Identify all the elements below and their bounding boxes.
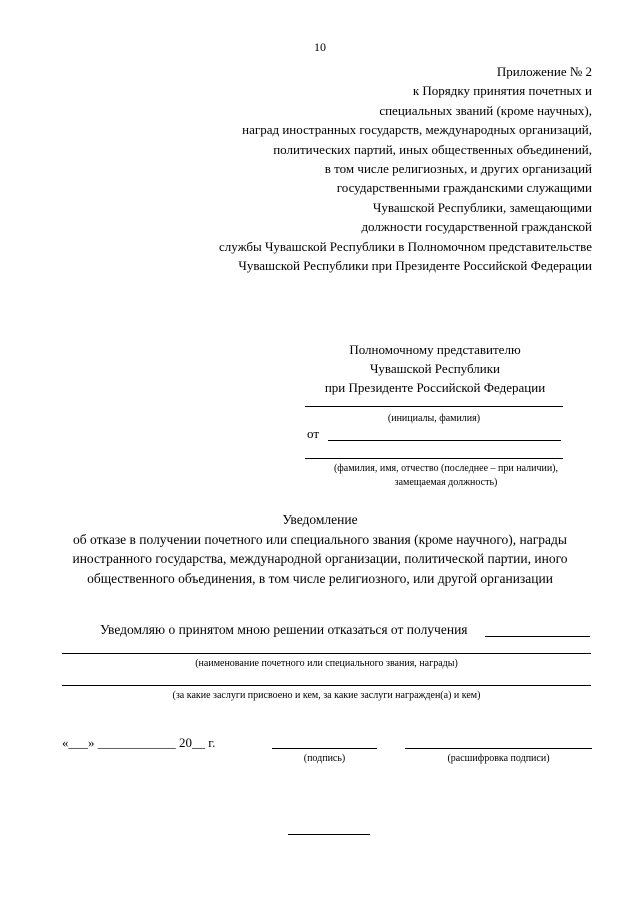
notice-title — [0, 510, 640, 588]
sender-blank-line-2 — [305, 458, 563, 459]
addressee-line: Полномочному представителю — [349, 342, 521, 357]
footer-divider — [288, 834, 370, 835]
addressee-line: Чувашской Республики — [369, 361, 501, 376]
from-label: от — [307, 426, 320, 441]
signature-caption: (подпись) — [303, 753, 346, 764]
statement-blank-line — [485, 636, 590, 637]
appendix-line: к Порядку принятия почетных и — [412, 83, 592, 99]
appendix-line: Чувашской Республики, замещающими — [372, 199, 592, 215]
appendix-line: службы Чувашской Республики в Полномочном представительстве — [218, 238, 592, 254]
initials-blank-line — [305, 406, 563, 407]
appendix-line: наград иностранных государств, международных организаций, — [242, 122, 592, 138]
notice-subtitle-line: общественного объединения, в том числе религиозного, или другой организации — [87, 570, 553, 586]
appendix-line: специальных званий (кроме научных), — [379, 102, 592, 118]
initials-caption: (инициалы, фамилия) — [387, 413, 481, 424]
sender-caption-2: замещаемая должность) — [394, 477, 498, 488]
page-number: 10 — [314, 40, 326, 54]
sender-caption: (фамилия, имя, отчество (последнее – при наличии), — [333, 463, 559, 474]
statement-text: Уведомляю о принятом мною решении отказаться от получения — [100, 622, 468, 637]
signature-blank-line — [272, 748, 377, 749]
notice-subtitle-line: иностранного государства, международной организации, политической партии, иного — [72, 551, 568, 566]
award-blank-line — [62, 653, 591, 654]
appendix-line: Приложение № 2 — [496, 64, 592, 79]
date-field: «___» ____________ 20__ г. — [62, 735, 216, 750]
addressee-line: при Президенте Российской Федерации — [324, 380, 546, 395]
addressee-block — [300, 340, 570, 397]
appendix-line: политических партий, иных общественных объединений, — [273, 141, 592, 157]
notice-heading: Уведомление — [282, 512, 358, 527]
appendix-header — [219, 62, 592, 275]
appendix-line: государственными гражданскими служащими — [336, 180, 592, 196]
appendix-line: должности государственной гражданской — [361, 219, 592, 235]
decoding-caption: (расшифровка подписи) — [447, 753, 550, 764]
decoding-blank-line — [405, 748, 592, 749]
notice-subtitle-line: об отказе в получении почетного или специального звания (кроме научного), награды — [73, 531, 567, 547]
merits-blank-line — [62, 685, 591, 686]
award-caption: (наименование почетного или специального звания, награды) — [195, 658, 458, 669]
sender-blank-line — [328, 440, 561, 441]
appendix-line: Чувашской Республики при Президенте Российской Федерации — [238, 258, 592, 274]
appendix-line: в том числе религиозных, и других организаций — [324, 161, 592, 177]
merits-caption: (за какие заслуги присвоено и кем, за какие заслуги награжден(а) и кем) — [172, 690, 481, 701]
